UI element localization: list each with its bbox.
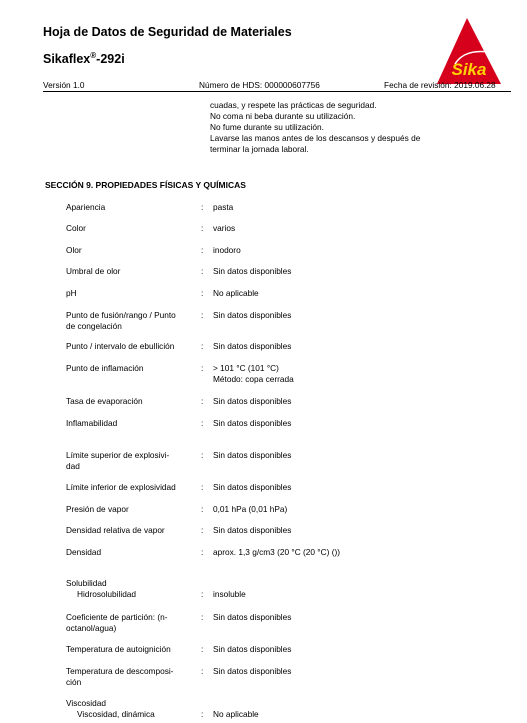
- property-value-line: 0,01 hPa (0,01 hPa): [213, 504, 288, 514]
- property-label-line: Inflamabilidad: [66, 418, 118, 428]
- property-label: [66, 341, 198, 352]
- property-value: [213, 310, 291, 321]
- property-value-line: Sin datos disponibles: [213, 482, 292, 492]
- property-label: [66, 612, 198, 634]
- property-colon: :: [201, 589, 204, 599]
- continuation-text: [210, 100, 420, 155]
- revision-date: Fecha de revisión: 2019.06.28: [384, 80, 496, 90]
- property-value: [213, 666, 291, 677]
- property-label-line: Hidrosolubilidad: [77, 589, 137, 599]
- property-value-line: Método: copa cerrada: [213, 374, 294, 384]
- property-value-line: Sin datos disponibles: [213, 644, 292, 654]
- property-value: [213, 644, 291, 655]
- property-colon: :: [201, 288, 204, 298]
- property-label-line: Umbral de olor: [66, 266, 121, 276]
- property-colon: :: [201, 547, 204, 557]
- property-label-line: Color: [66, 223, 86, 233]
- property-value-line: Sin datos disponibles: [213, 450, 292, 460]
- product-name: [43, 51, 125, 66]
- property-colon: :: [201, 223, 204, 233]
- property-label: [66, 547, 198, 558]
- continuation-line: No coma ni beba durante su utilización.: [210, 111, 356, 121]
- property-label: [66, 310, 198, 332]
- property-colon: :: [201, 450, 204, 460]
- property-value: [213, 288, 259, 299]
- version-label: Versión 1.0: [43, 80, 85, 90]
- property-colon: :: [201, 245, 204, 255]
- property-value-line: Sin datos disponibles: [213, 525, 292, 535]
- property-label: [66, 418, 198, 429]
- property-value: [213, 709, 259, 720]
- property-label-line: Punto de inflamación: [66, 363, 144, 373]
- property-value: [213, 418, 291, 429]
- property-label-line: Tasa de evaporación: [66, 396, 143, 406]
- property-value: [213, 482, 291, 493]
- property-value-line: pasta: [213, 202, 234, 212]
- property-value-line: > 101 °C (101 °C): [213, 363, 279, 373]
- property-value: [213, 525, 291, 536]
- property-label-line: Olor: [66, 245, 82, 255]
- property-colon: :: [201, 418, 204, 428]
- property-value-line: Sin datos disponibles: [213, 266, 292, 276]
- section-9-heading: SECCIÓN 9. PROPIEDADES FÍSICAS Y QUÍMICAS: [45, 180, 246, 190]
- property-label: [66, 504, 198, 515]
- property-colon: :: [201, 709, 204, 719]
- property-value-line: Sin datos disponibles: [213, 612, 292, 622]
- property-label: [77, 589, 136, 600]
- property-colon: :: [201, 612, 204, 622]
- property-label-line: Límite inferior de explosividad: [66, 482, 176, 492]
- property-label-line: Límite superior de explosivi-: [66, 450, 170, 460]
- property-label-line: pH: [66, 288, 77, 298]
- property-colon: :: [201, 482, 204, 492]
- property-value: [213, 396, 291, 407]
- property-label-line: Coeficiente de partición: (n-: [66, 612, 168, 622]
- property-label: [66, 450, 198, 472]
- property-value: [213, 504, 287, 515]
- property-colon: :: [201, 504, 204, 514]
- property-label: [66, 266, 198, 277]
- header-divider: [43, 91, 511, 92]
- property-colon: :: [201, 266, 204, 276]
- property-label: [77, 709, 155, 720]
- continuation-line: No fume durante su utilización.: [210, 122, 324, 132]
- property-label-line: Densidad: [66, 547, 102, 557]
- property-group-label: Solubilidad: [66, 578, 107, 588]
- property-label-line: Temperatura de descomposi-: [66, 666, 174, 676]
- property-colon: :: [201, 644, 204, 654]
- property-colon: :: [201, 310, 204, 320]
- property-label-line: octanol/agua): [66, 623, 117, 633]
- property-label: [66, 396, 198, 407]
- property-label: [66, 482, 198, 493]
- property-value: [213, 612, 291, 623]
- property-value-line: Sin datos disponibles: [213, 666, 292, 676]
- property-group-label: Viscosidad: [66, 698, 106, 708]
- property-label-line: Presión de vapor: [66, 504, 129, 514]
- property-value-line: Sin datos disponibles: [213, 341, 292, 351]
- property-value: [213, 363, 294, 385]
- property-label: [66, 644, 198, 655]
- property-colon: :: [201, 363, 204, 373]
- property-label-line: ción: [66, 677, 82, 687]
- property-value-line: aprox. 1,3 g/cm3 (20 °C (20 °C) ()): [213, 547, 340, 557]
- product-name-suffix: -292i: [96, 52, 125, 67]
- property-label-line: Densidad relativa de vapor: [66, 525, 165, 535]
- property-value: [213, 589, 246, 600]
- property-value: [213, 450, 291, 461]
- property-label: [66, 525, 198, 536]
- property-colon: :: [201, 341, 204, 351]
- property-label: [66, 202, 198, 213]
- property-value-line: Sin datos disponibles: [213, 418, 292, 428]
- property-value-line: No aplicable: [213, 709, 259, 719]
- property-value-line: Sin datos disponibles: [213, 396, 292, 406]
- property-value-line: varios: [213, 223, 236, 233]
- property-value-line: insoluble: [213, 589, 246, 599]
- logo-text: Sika: [451, 60, 487, 79]
- property-colon: :: [201, 202, 204, 212]
- property-value: [213, 341, 291, 352]
- property-label: [66, 363, 198, 374]
- continuation-line: terminar la jornada laboral.: [210, 144, 309, 154]
- property-label-line: Punto de fusión/rango / Punto: [66, 310, 176, 320]
- property-value: [213, 245, 241, 256]
- property-value-line: Sin datos disponibles: [213, 310, 292, 320]
- property-colon: :: [201, 396, 204, 406]
- property-label-line: de congelación: [66, 321, 122, 331]
- property-value: [213, 202, 233, 213]
- property-value-line: inodoro: [213, 245, 241, 255]
- property-label-line: dad: [66, 461, 80, 471]
- property-label-line: Temperatura de autoignición: [66, 644, 171, 654]
- property-value: [213, 266, 291, 277]
- property-label: [66, 288, 198, 299]
- property-value: [213, 223, 235, 234]
- sika-logo-icon: [437, 18, 501, 84]
- property-label: [66, 223, 198, 234]
- property-value: [213, 547, 340, 558]
- property-label-line: Viscosidad, dinámica: [77, 709, 155, 719]
- continuation-line: Lavarse las manos antes de los descansos y después de: [210, 133, 421, 143]
- property-label-line: Apariencia: [66, 202, 106, 212]
- property-colon: :: [201, 666, 204, 676]
- document-title: Hoja de Datos de Seguridad de Materiales: [43, 25, 292, 39]
- property-label-line: Punto / intervalo de ebullición: [66, 341, 175, 351]
- hds-number: Número de HDS: 000000607756: [199, 80, 320, 90]
- continuation-line: cuadas, y respete las prácticas de seguridad.: [210, 100, 377, 110]
- registered-mark: ®: [90, 51, 97, 60]
- property-value-line: No aplicable: [213, 288, 259, 298]
- property-colon: :: [201, 525, 204, 535]
- property-label: [66, 666, 198, 688]
- product-name-base: Sikaflex: [43, 52, 91, 67]
- property-label: [66, 245, 198, 256]
